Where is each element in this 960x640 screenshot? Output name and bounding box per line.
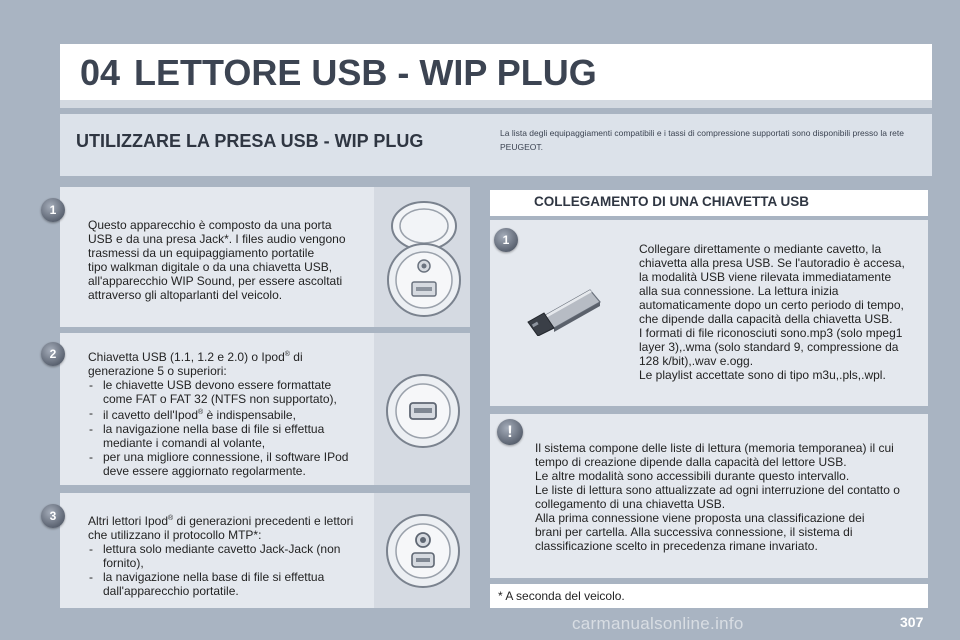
text-line: USB e da una presa Jack*. I files audio vengono	[88, 232, 346, 246]
step-badge-right-1: 1	[494, 228, 518, 252]
text-line: tempo di creazione dipende dalla capacità del lettore USB.	[535, 455, 847, 469]
chapter-title: LETTORE USB - WIP PLUG	[134, 52, 597, 93]
list-item	[88, 570, 374, 598]
text-line: automaticamente dopo un certo periodo di tempo,	[639, 298, 904, 312]
bullet-list	[88, 542, 374, 598]
text-line: la navigazione nella base di file si effettua	[103, 422, 325, 436]
text-line: che utilizzano il protocollo MTP*:	[88, 528, 262, 542]
text-line: layer 3),.wma (solo standard 9, compressione da	[639, 340, 899, 354]
text-line: generazione 5 o superiori:	[88, 364, 227, 378]
step-badge-3: 3	[41, 504, 65, 528]
registered-mark: ®	[198, 409, 204, 416]
chapter-number: 04	[80, 52, 121, 93]
text-line: brani per cartella. Alla successiva connessione, il sistema di	[535, 525, 853, 539]
footnote-star: *	[498, 589, 503, 603]
text-fragment: il cavetto dell'Ipod	[103, 408, 199, 422]
text-line: trasmessi da un equipaggiamento portatile	[88, 246, 315, 260]
text-line: la modalità USB viene rilevata immediatamente	[639, 270, 892, 284]
page-number: 307	[900, 614, 924, 630]
step-badge-2: 2	[41, 342, 65, 366]
text-fragment: di generazioni precedenti e lettori	[173, 514, 354, 528]
text-line: Questo apparecchio è composto da una porta	[88, 218, 332, 232]
text-line: come FAT o FAT 32 (NTFS non supportato),	[103, 392, 337, 406]
list-item	[88, 542, 374, 570]
text-line: Le liste di lettura sono attualizzate ad ogni interruzione del contatto o	[535, 483, 900, 497]
left-panel-2-text	[88, 348, 374, 478]
text-line: Le altre modalità sono accessibili durante questo intervallo.	[535, 469, 850, 483]
step-badge-1: 1	[41, 198, 65, 222]
registered-mark: ®	[168, 515, 174, 522]
text-line: fornito),	[103, 556, 144, 570]
watermark: carmanualsonline.info	[572, 614, 744, 633]
right-section-title: COLLEGAMENTO DI UNA CHIAVETTA USB	[534, 194, 809, 209]
text-line: le chiavette USB devono essere formattate	[103, 378, 332, 392]
text-line: collegamento di una chiavetta USB.	[535, 497, 726, 511]
text-line: la navigazione nella base di file si effettua	[103, 570, 325, 584]
text-line: dall'apparecchio portatile.	[103, 584, 239, 598]
list-item	[88, 422, 374, 450]
text-line: mediante i comandi al volante,	[103, 436, 266, 450]
list-item	[88, 450, 374, 478]
text-fragment: Chiavetta USB (1.1, 1.2 e 2.0) o Ipod	[88, 350, 285, 364]
text-line	[88, 512, 374, 528]
text-line: attraverso gli altoparlanti del veicolo.	[88, 288, 283, 302]
usb-socket-icon	[384, 372, 462, 450]
jack-socket-icon	[384, 512, 462, 590]
footnote	[498, 589, 625, 603]
text-line: Alla prima connessione viene proposta una classificazione dei	[535, 511, 865, 525]
header-underline	[60, 100, 932, 108]
registered-mark: ®	[284, 351, 290, 358]
text-fragment: Altri lettori Ipod	[88, 514, 169, 528]
usb-stick-icon	[520, 282, 606, 336]
section-note: La lista degli equipaggiamenti compatibili e i tassi di compressione supportati sono disponibili presso la rete PEUGEOT.	[500, 128, 904, 152]
text-line: tipo walkman digitale o da una chiavetta USB,	[88, 260, 333, 274]
text-line: I formati di file riconosciuti sono.mp3 (solo mpeg1	[639, 326, 903, 340]
text-line: all'apparecchio WIP Sound, per essere ascoltati	[88, 274, 343, 288]
text-line: chiavetta alla presa USB. Se l'autoradio è accesa,	[639, 256, 905, 270]
footnote-text: A seconda del veicolo.	[502, 589, 625, 603]
text-line: Le playlist accettate sono di tipo m3u,.pls,.wpl.	[639, 368, 886, 382]
list-item	[88, 378, 374, 406]
section-title: UTILIZZARE LA PRESA USB - WIP PLUG	[76, 131, 424, 151]
warning-icon: !	[497, 419, 523, 445]
text-line	[88, 348, 374, 364]
right-panel-1-text	[639, 242, 927, 382]
text-line: che dipende dalla capacità della chiavetta USB.	[639, 312, 893, 326]
text-line: per una migliore connessione, il software IPod	[103, 450, 349, 464]
bullet-list	[88, 378, 374, 478]
left-panel-3-text	[88, 512, 374, 598]
warning-text	[535, 441, 925, 553]
text-line: lettura solo mediante cavetto Jack-Jack (non	[103, 542, 341, 556]
usb-jack-socket-lid-open-icon	[380, 192, 466, 324]
text-line: alla sua connessione. La lettura inizia	[639, 284, 839, 298]
text-line: Collegare direttamente o mediante cavetto, la	[639, 242, 882, 256]
list-item	[88, 406, 374, 422]
text-line: classificazione scelto in precedenza rimane invariato.	[535, 539, 818, 553]
text-fragment: di	[289, 350, 303, 364]
text-line: 128 k/bit),.wav e.ogg.	[639, 354, 754, 368]
text-fragment: è indispensabile,	[203, 408, 296, 422]
left-panel-1-text	[88, 218, 374, 302]
text-line: Il sistema compone delle liste di lettura (memoria temporanea) il cui	[535, 441, 894, 455]
text-line: deve essere aggiornato regolarmente.	[103, 464, 306, 478]
